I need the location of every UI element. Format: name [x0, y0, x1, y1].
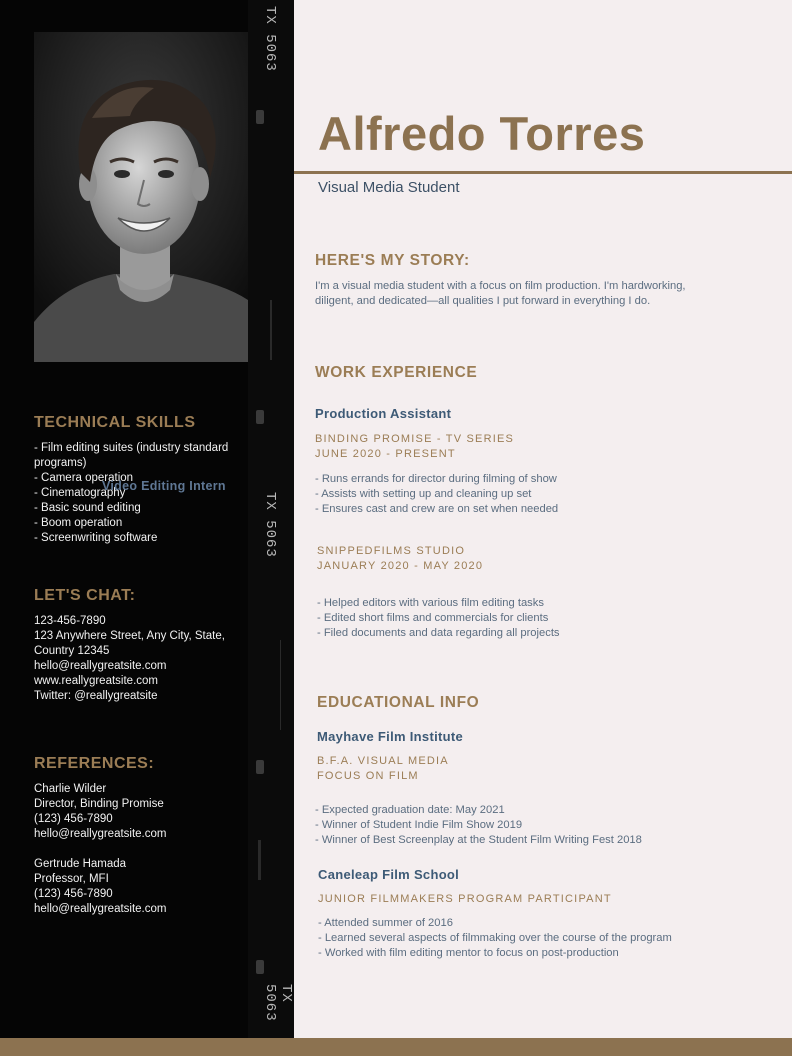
job-dates: JANUARY 2020 - MAY 2020 — [317, 560, 484, 572]
reference-title: Professor, MFI — [34, 873, 109, 885]
sidebar — [0, 0, 294, 1040]
contact-heading: LET'S CHAT: — [34, 587, 136, 604]
resume-name: Alfredo Torres — [318, 107, 646, 160]
film-perforation — [256, 110, 264, 124]
film-scratch — [280, 640, 281, 730]
school-bullet: - Attended summer of 2016 — [318, 917, 453, 929]
film-perforation — [256, 960, 264, 974]
film-perforation — [256, 410, 264, 424]
job-bullet: - Edited short films and commercials for clients — [317, 612, 549, 624]
contact-address: 123 Anywhere Street, Any City, State, — [34, 630, 225, 642]
contact-website: www.reallygreatsite.com — [34, 675, 158, 687]
header-divider — [294, 171, 792, 174]
references-section — [34, 755, 254, 917]
skill-item: - Camera operation — [34, 472, 134, 484]
job-dates: JUNE 2020 - PRESENT — [315, 448, 456, 460]
film-perforation — [256, 760, 264, 774]
film-code-middle: TX 5063 — [262, 492, 278, 558]
film-code-top: TX 5063 — [262, 6, 278, 72]
school-bullet: - Winner of Student Indie Film Show 2019 — [315, 819, 523, 831]
contact-address: Country 12345 — [34, 645, 110, 657]
education-heading: EDUCATIONAL INFO — [317, 694, 480, 711]
skill-item: - Boom operation — [34, 517, 123, 529]
film-scratch — [270, 300, 272, 360]
job-bullet: - Assists with setting up and cleaning up set — [315, 488, 532, 500]
job-bullet: - Runs errands for director during filming of show — [315, 473, 557, 485]
reference-email: hello@reallygreatsite.com — [34, 903, 167, 915]
job-bullet: - Filed documents and data regarding all projects — [317, 627, 560, 639]
film-scratch — [258, 840, 261, 880]
reference-phone: (123) 456-7890 — [34, 888, 113, 900]
skill-item: programs) — [34, 457, 87, 469]
overlay-job-title: Video Editing Intern — [102, 479, 226, 493]
school-bullet: - Worked with film editing mentor to focus on post-production — [318, 947, 619, 959]
work-role: Production Assistant — [315, 406, 452, 421]
job-bullet: - Helped editors with various film editing tasks — [317, 597, 544, 609]
skill-item: - Basic sound editing — [34, 502, 141, 514]
reference-name: Gertrude Hamada — [34, 858, 127, 870]
school-focus: FOCUS ON FILM — [317, 770, 419, 782]
profile-photo — [34, 32, 248, 362]
school-degree: JUNIOR FILMMAKERS PROGRAM PARTICIPANT — [318, 893, 612, 905]
contact-twitter: Twitter: @reallygreatsite — [34, 690, 158, 702]
contact-section — [34, 587, 254, 704]
school-name: Caneleap Film School — [318, 867, 460, 882]
job-company: BINDING PROMISE - TV SERIES — [315, 433, 515, 445]
contact-phone: 123-456-7890 — [34, 615, 106, 627]
skill-item: - Cinematography — [34, 487, 126, 499]
school-degree: B.F.A. VISUAL MEDIA — [317, 755, 449, 767]
reference-title: Director, Binding Promise — [34, 798, 164, 810]
footer-bar — [0, 1038, 792, 1056]
reference-name: Charlie Wilder — [34, 783, 107, 795]
school-bullet: - Learned several aspects of filmmaking over the course of the program — [318, 932, 672, 944]
school-name: Mayhave Film Institute — [317, 729, 464, 744]
skill-item: - Film editing suites (industry standard — [34, 442, 229, 454]
job-bullet: - Ensures cast and crew are on set when needed — [315, 503, 559, 515]
film-code-bottom: TX 5063 — [262, 984, 294, 1022]
technical-skills-heading: TECHNICAL SKILLS — [34, 414, 196, 431]
work-heading: WORK EXPERIENCE — [315, 364, 478, 381]
story-heading: HERE'S MY STORY: — [315, 252, 470, 269]
school-bullet: - Winner of Best Screenplay at the Student Film Writing Fest 2018 — [315, 834, 642, 846]
portrait-icon — [34, 32, 248, 362]
story-text: I'm a visual media student with a focus on film production. I'm hardworking, — [315, 280, 686, 292]
job-company: SNIPPEDFILMS STUDIO — [317, 545, 466, 557]
references-heading: REFERENCES: — [34, 755, 155, 772]
reference-phone: (123) 456-7890 — [34, 813, 113, 825]
story-text: diligent, and dedicated—all qualities I put forward in everything I do. — [315, 295, 651, 307]
contact-email: hello@reallygreatsite.com — [34, 660, 167, 672]
resume-title: Visual Media Student — [318, 179, 460, 196]
reference-email: hello@reallygreatsite.com — [34, 828, 167, 840]
school-bullet: - Expected graduation date: May 2021 — [315, 804, 505, 816]
skill-item: - Screenwriting software — [34, 532, 158, 544]
